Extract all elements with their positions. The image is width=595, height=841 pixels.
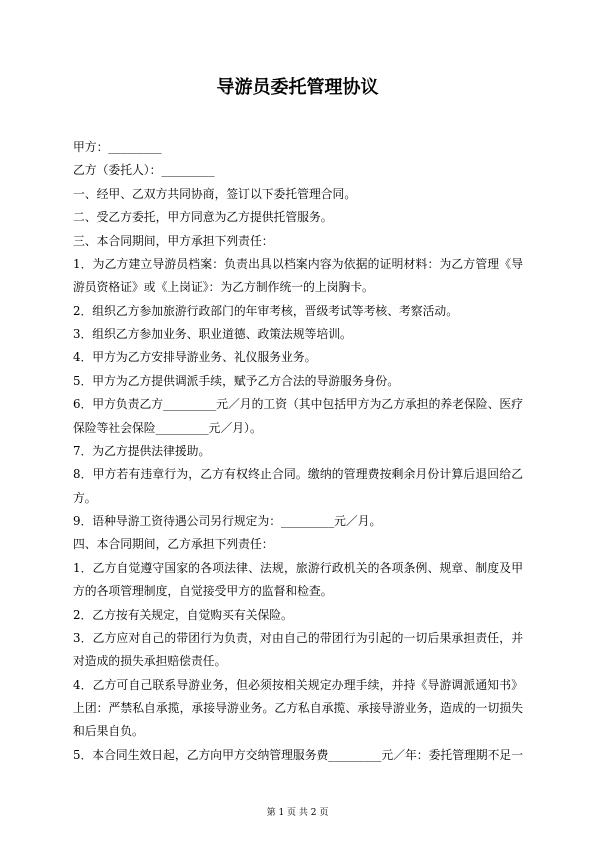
- clause-paragraph: [73, 440, 523, 463]
- text-line: 保险等社会保险_________元／月）。: [73, 420, 262, 435]
- clause-paragraph: [73, 674, 523, 744]
- clause-paragraph: [73, 744, 523, 767]
- text-line: 6．甲方负责乙方_________元／月的工资（其中包括甲方为乙方承担的养老保险、医疗: [73, 397, 523, 412]
- page-number-footer: 第 1 页 共 2 页: [266, 808, 329, 818]
- clause-paragraph: [73, 463, 523, 510]
- text-line: 甲方：_________: [73, 140, 162, 154]
- text-line: 2．乙方按有关规定，自觉购买有关保险。: [73, 607, 293, 622]
- clause-paragraph: [73, 604, 523, 627]
- clause-paragraph: [73, 230, 523, 253]
- clause-paragraph: [73, 370, 523, 393]
- text-line: 9．语种导游工资待遇公司另行规定为：_________元／月。: [73, 514, 382, 528]
- clause-paragraph: [73, 253, 523, 300]
- text-line: 对造成的损失承担赔偿责任。: [73, 654, 227, 669]
- document-title: 导游员委托管理协议: [216, 77, 379, 98]
- clause-paragraph: [73, 183, 523, 206]
- clause-paragraph: [73, 557, 523, 604]
- text-line: 三、本合同期间，甲方承担下列责任：: [73, 233, 274, 248]
- text-line: 方。: [73, 490, 97, 505]
- text-line: 3．乙方应对自己的带团行为负责，对由自己的带团行为引起的一切后果承担责任，并: [73, 630, 523, 645]
- clause-paragraph: [73, 159, 523, 182]
- document-body: [73, 136, 523, 767]
- text-line: 上团：严禁私自承揽，承接导游业务。乙方私自承揽、承接导游业务，造成的一切损失: [73, 701, 523, 715]
- clause-paragraph: [73, 533, 523, 556]
- text-line: 7．为乙方提供法律援助。: [73, 443, 211, 458]
- text-line: 游员资格证》或《上岗证》：为乙方制作统一的上岗胸卡。: [73, 280, 374, 295]
- text-line: 方的各项管理制度，自觉接受甲方的监督和检查。: [73, 584, 333, 599]
- clause-paragraph: [73, 300, 523, 323]
- text-line: 4．乙方可自己联系导游业务，但必须按相关规定办理手续，并持《导游调派通知书》: [73, 677, 523, 692]
- text-line: 1．乙方自觉遵守国家的各项法律、法规，旅游行政机关的各项条例、规章、制度及甲: [73, 560, 523, 575]
- clause-paragraph: [73, 136, 523, 159]
- text-line: 5．甲方为乙方提供调派手续，赋予乙方合法的导游服务身份。: [73, 373, 400, 388]
- text-line: 1．为乙方建立导游员档案：负责出具以档案内容为依据的证明材料：为乙方管理《导: [73, 256, 523, 271]
- clause-paragraph: [73, 510, 523, 533]
- clause-paragraph: [73, 627, 523, 674]
- clause-paragraph: [73, 206, 523, 229]
- text-line: 一、经甲、乙双方共同协商，签订以下委托管理合同。: [73, 186, 357, 201]
- clause-paragraph: [73, 346, 523, 369]
- text-line: 和后果自负。: [73, 724, 144, 739]
- clause-paragraph: [73, 393, 523, 440]
- text-line: 二、受乙方委托，甲方同意为乙方提供托管服务。: [73, 210, 333, 225]
- text-line: 乙方（委托人）：_________: [73, 163, 215, 178]
- text-line: 2．组织乙方参加旅游行政部门的年审考核，晋级考试等考核、考察活动。: [73, 303, 459, 318]
- text-line: 四、本合同期间，乙方承担下列责任：: [73, 537, 274, 552]
- text-line: 3．组织乙方参加业务、职业道德、政策法规等培训。: [73, 327, 352, 341]
- text-line: 8．甲方若有违章行为，乙方有权终止合同。缴纳的管理费按剩余月份计算后退回给乙: [73, 467, 523, 482]
- text-line: 4．甲方为乙方安排导游业务、礼仪服务业务。: [73, 350, 317, 365]
- clause-paragraph: [73, 323, 523, 346]
- text-line: 5．本合同生效日起，乙方向甲方交纳管理服务费_________元／年：委托管理期不足一: [73, 747, 523, 762]
